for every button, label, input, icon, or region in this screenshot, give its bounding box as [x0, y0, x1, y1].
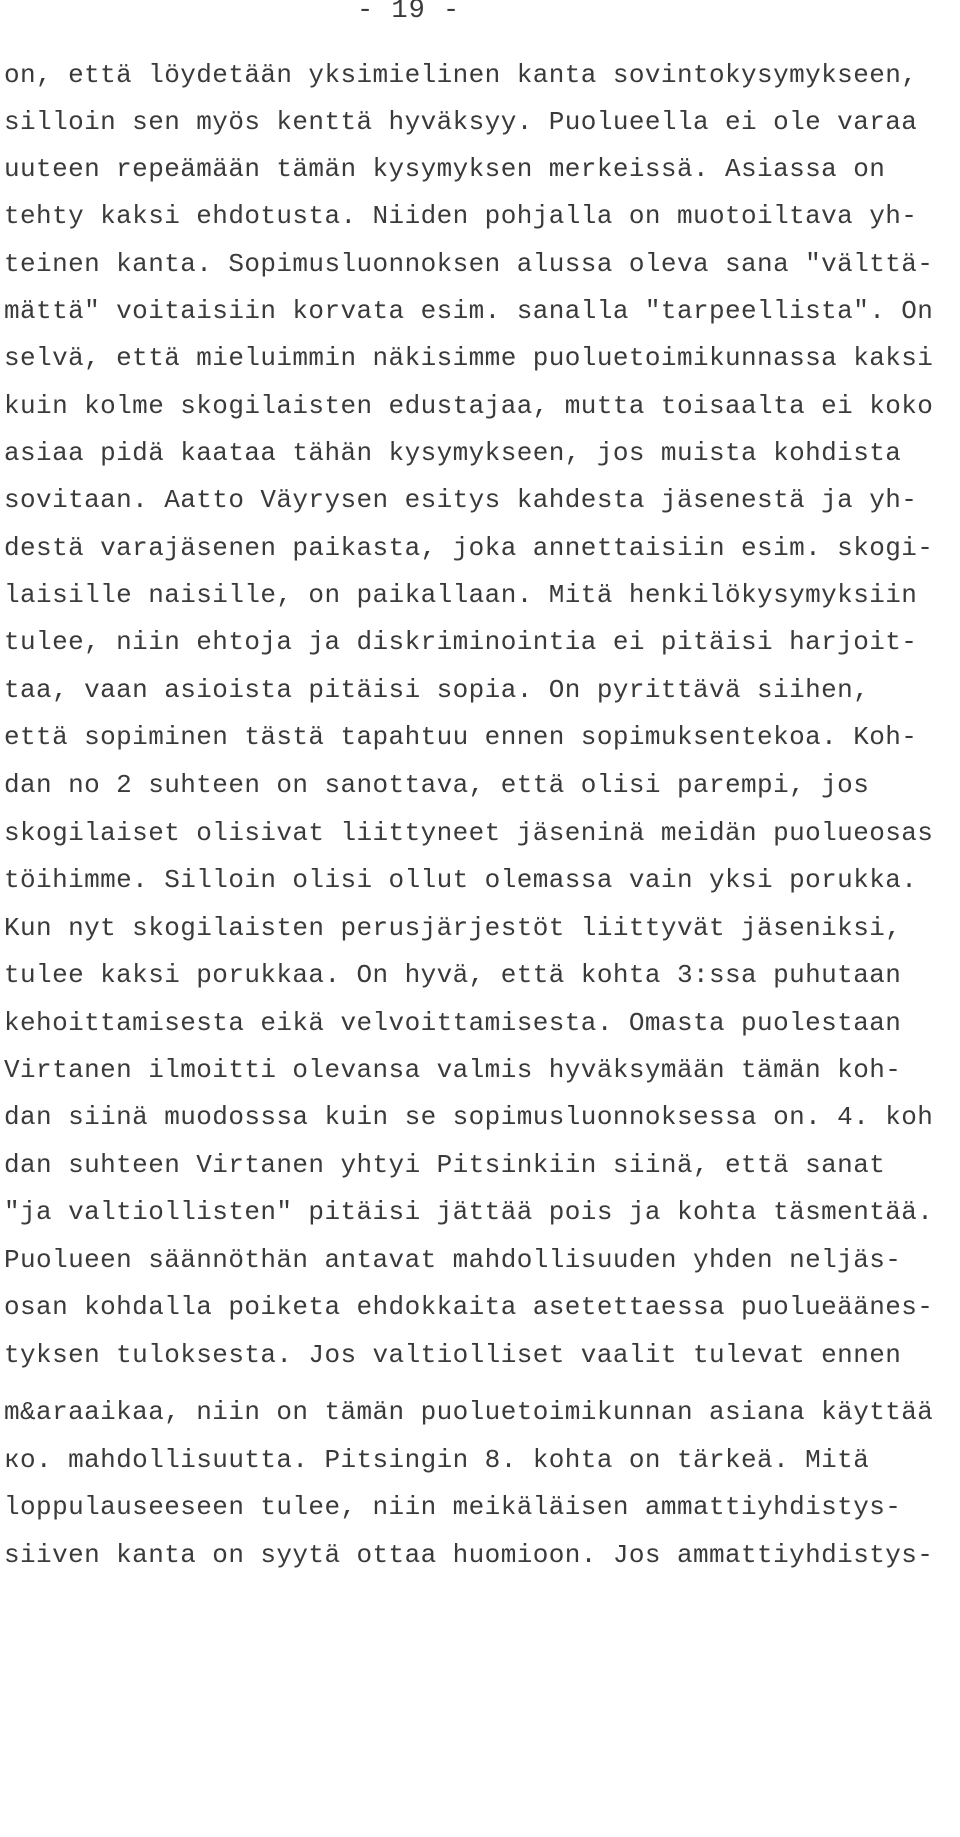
text-line: tulee, niin ehtoja ja diskriminointia ei pitäisi harjoit- — [4, 627, 918, 657]
page-number: - 19 - — [357, 0, 461, 26]
text-line: asiaa pidä kaataa tähän kysymykseen, jos muista kohdista — [4, 438, 902, 468]
text-line: sovitaan. Aatto Väyrysen esitys kahdesta jäsenestä ja yh- — [4, 485, 918, 515]
text-line: Virtanen ilmoitti olevansa valmis hyväksymään tämän koh- — [4, 1055, 902, 1085]
text-line: skogilaiset olisivat liittyneet jäseninä meidän puolueosas — [4, 818, 934, 848]
text-line: on, että löydetään yksimielinen kanta sovintokysymykseen, — [4, 60, 918, 90]
text-line: uuteen repeämään tämän kysymyksen merkeissä. Asiassa on — [4, 154, 886, 184]
text-line: mättä" voitaisiin korvata esim. sanalla "tarpeellista". On — [4, 296, 934, 326]
text-line: että sopiminen tästä tapahtuu ennen sopimuksentekoa. Koh- — [4, 722, 918, 752]
text-line: Kun nyt skogilaisten perusjärjestöt liittyvät jäseniksi, — [4, 913, 902, 943]
text-line: teinen kanta. Sopimusluonnoksen alussa oleva sana "välttä- — [4, 249, 934, 279]
text-line: "ja valtiollisten" pitäisi jättää pois ja kohta täsmentää. — [4, 1197, 934, 1227]
text-line: selvä, että mieluimmin näkisimme puoluetoimikunnassa kaksi — [4, 343, 934, 373]
text-line: m&araaikaa, niin on tämän puoluetoimikunnan asiana käyttää — [4, 1397, 934, 1427]
text-line: destä varajäsenen paikasta, joka annettaisiin esim. skogi- — [4, 533, 934, 563]
text-line: tehty kaksi ehdotusta. Niiden pohjalla on muotoiltava yh- — [4, 201, 918, 231]
text-line: tulee kaksi porukkaa. On hyvä, että kohta 3:ssa puhutaan — [4, 960, 902, 990]
text-line: dan suhteen Virtanen yhtyi Pitsinkiin siinä, että sanat — [4, 1150, 886, 1180]
text-line: kuin kolme skogilaisten edustajaa, mutta toisaalta ei koko — [4, 391, 934, 421]
text-line: Puolueen säännöthän antavat mahdollisuuden yhden neljäs- — [4, 1245, 902, 1275]
text-line: kehoittamisesta eikä velvoittamisesta. Omasta puolestaan — [4, 1008, 902, 1038]
text-line: tyksen tuloksesta. Jos valtiolliset vaalit tulevat ennen — [4, 1340, 902, 1370]
text-line: töihimme. Silloin olisi ollut olemassa vain yksi porukka. — [4, 865, 918, 895]
text-line: кo. mahdollisuutta. Pitsingin 8. kohta on tärkeä. Mitä — [4, 1445, 870, 1475]
text-line: silloin sen myös kenttä hyväksyy. Puolueella ei ole varaa — [4, 107, 918, 137]
text-line: loppulauseeseen tulee, niin meikäläisen ammattiyhdistys- — [4, 1492, 902, 1522]
text-line: siiven kanta on syytä ottaa huomioon. Jos ammattiyhdistys- — [4, 1540, 934, 1570]
text-line: osan kohdalla poiketa ehdokkaita asetettaessa puolueäänes- — [4, 1292, 934, 1322]
text-line: laisille naisille, on paikallaan. Mitä henkilökysymyksiin — [4, 580, 918, 610]
text-line: taa, vaan asioista pitäisi sopia. On pyrittävä siihen, — [4, 675, 870, 705]
text-line: dan no 2 suhteen on sanottava, että olisi parempi, jos — [4, 770, 870, 800]
text-line: dan siinä muodosssa kuin se sopimusluonnoksessa on. 4. koh — [4, 1102, 934, 1132]
